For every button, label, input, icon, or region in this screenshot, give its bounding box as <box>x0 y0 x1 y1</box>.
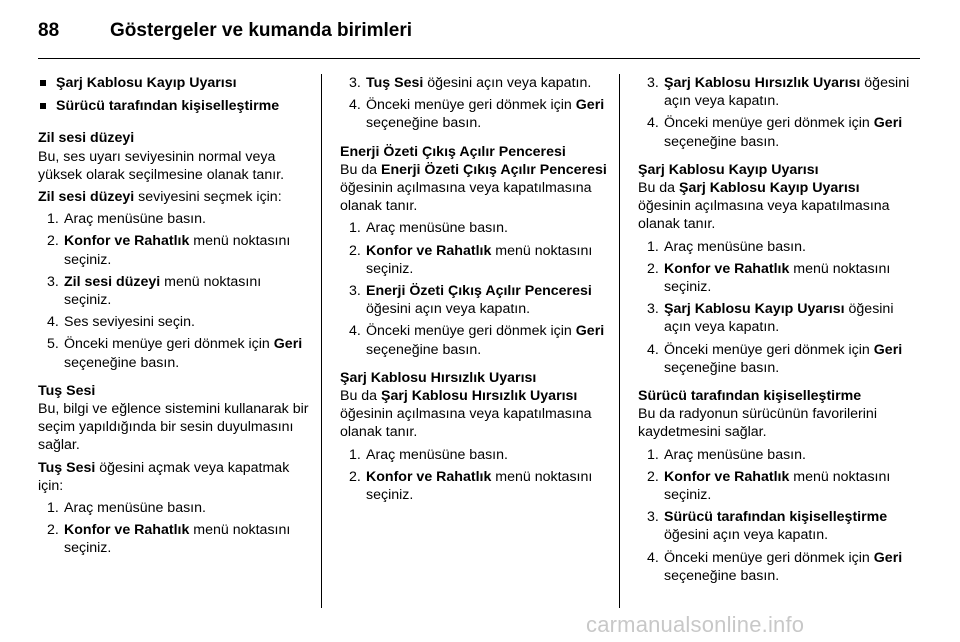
list-item: 3. Tuş Sesi öğesini açın veya kapatın. <box>349 75 592 91</box>
list-item: 2. Konfor ve Rahatlık menü noktasını seçiniz. <box>47 233 291 268</box>
list-item: 2. Konfor ve Rahatlık menü noktasını seçiniz. <box>349 242 593 277</box>
list-item: 1. Araç menüsüne basın. <box>47 500 206 517</box>
list-item: 4. Önceki menüye geri dönmek için Geri seçeneğine basın. <box>647 115 903 150</box>
section-heading: Zil sesi düzeyi <box>38 130 135 147</box>
list-item: 3. Enerji Özeti Çıkış Açılır Penceresi öğesini açın veya kapatın. <box>349 283 592 318</box>
step-list <box>340 74 610 133</box>
header-rule <box>38 58 920 59</box>
list-item: 4. Önceki menüye geri dönmek için Geri seçeneğine basın. <box>349 323 605 358</box>
list-item: 1. Araç menüsüne basın. <box>47 211 206 228</box>
section-heading: Tuş Sesi <box>38 382 96 399</box>
paragraph: Bu da Şarj Kablosu Kayıp Uyarısı öğesinin açılmasına veya kapatılmasına olanak tanır. <box>638 180 890 233</box>
section-heading: Sürücü tarafından kişiselleştirme <box>638 388 862 405</box>
paragraph: Bu, bilgi ve eğlence sistemini kullanarak bir seçim yapıldığında bir sesin duyulmasını sağlar. <box>38 401 309 454</box>
bullet-item: Şarj Kablosu Kayıp Uyarısı <box>38 74 310 92</box>
step-list <box>340 446 610 505</box>
list-item: 5. Önceki menüye geri dönmek için Geri seçeneğine basın. <box>47 336 303 371</box>
list-item: 3. Şarj Kablosu Hırsızlık Uyarısı öğesini açın veya kapatın. <box>647 75 910 110</box>
watermark: carmanualsonline.info <box>586 612 805 637</box>
paragraph: Bu, ses uyarı seviyesinin normal veya yüksek olarak seçilmesine olanak tanır. <box>38 148 285 183</box>
list-item: 1. Araç menüsüne basın. <box>349 446 508 463</box>
list-item: 4. Önceki menüye geri dönmek için Geri seçeneğine basın. <box>647 549 903 584</box>
list-item: 2. Konfor ve Rahatlık menü noktasını seçiniz. <box>349 468 593 504</box>
page-number: 88 <box>38 20 60 41</box>
list-item: 2. Konfor ve Rahatlık menü noktasını seçiniz. <box>47 522 291 557</box>
paragraph: Bu da Şarj Kablosu Hırsızlık Uyarısı öğesinin açılmasına veya kapatılmasına olanak tanır. <box>340 388 592 441</box>
list-item: 2. Konfor ve Rahatlık menü noktasını seçiniz. <box>647 468 891 504</box>
paragraph: Bu da radyonun sürücünün favorilerini kaydetmesini sağlar. <box>638 406 877 441</box>
square-bullet-icon <box>40 80 46 86</box>
step-list <box>638 446 910 585</box>
list-item: 1. Araç menüsüne basın. <box>349 220 508 237</box>
column-1 <box>38 74 310 564</box>
column-3 <box>638 74 910 591</box>
section-heading: Şarj Kablosu Kayıp Uyarısı <box>638 161 819 178</box>
paragraph: Zil sesi düzeyi seviyesini seçmek için: <box>38 189 282 206</box>
column-2 <box>340 74 610 510</box>
list-item: 4. Ses seviyesini seçin. <box>47 314 195 331</box>
column-divider <box>619 74 620 608</box>
section-heading: Şarj Kablosu Hırsızlık Uyarısı <box>340 369 537 386</box>
list-item: 4. Önceki menüye geri dönmek için Geri seçeneğine basın. <box>647 341 903 376</box>
list-item: 1. Araç menüsüne basın. <box>647 446 806 463</box>
square-bullet-icon <box>40 103 46 109</box>
section-heading: Enerji Özeti Çıkış Açılır Penceresi <box>340 143 566 160</box>
bullet-list <box>38 74 310 115</box>
column-divider <box>321 74 322 608</box>
page-title: Göstergeler ve kumanda birimleri <box>110 20 413 41</box>
list-item: 4. Önceki menüye geri dönmek için Geri seçeneğine basın. <box>349 97 605 132</box>
list-item: 3. Şarj Kablosu Kayıp Uyarısı öğesini açın veya kapatın. <box>647 301 894 336</box>
list-item: 3. Sürücü tarafından kişiselleştirme öğesini açın veya kapatın. <box>647 509 888 544</box>
list-item: 1. Araç menüsüne basın. <box>647 238 806 255</box>
paragraph: Tuş Sesi öğesini açmak veya kapatmak için: <box>38 459 290 494</box>
step-list <box>340 219 610 358</box>
page-header <box>38 14 412 48</box>
bullet-item: Sürücü tarafından kişiselleştirme <box>38 97 310 115</box>
step-list <box>638 74 910 151</box>
paragraph: Bu da Enerji Özeti Çıkış Açılır Penceresi öğesinin açılmasına veya kapatılmasına olanak tanır. <box>340 161 607 215</box>
step-list <box>38 210 310 372</box>
step-list <box>638 238 910 377</box>
step-list <box>38 499 310 558</box>
list-item: 3. Zil sesi düzeyi menü noktasını seçiniz. <box>47 273 262 309</box>
list-item: 2. Konfor ve Rahatlık menü noktasını seçiniz. <box>647 260 891 296</box>
